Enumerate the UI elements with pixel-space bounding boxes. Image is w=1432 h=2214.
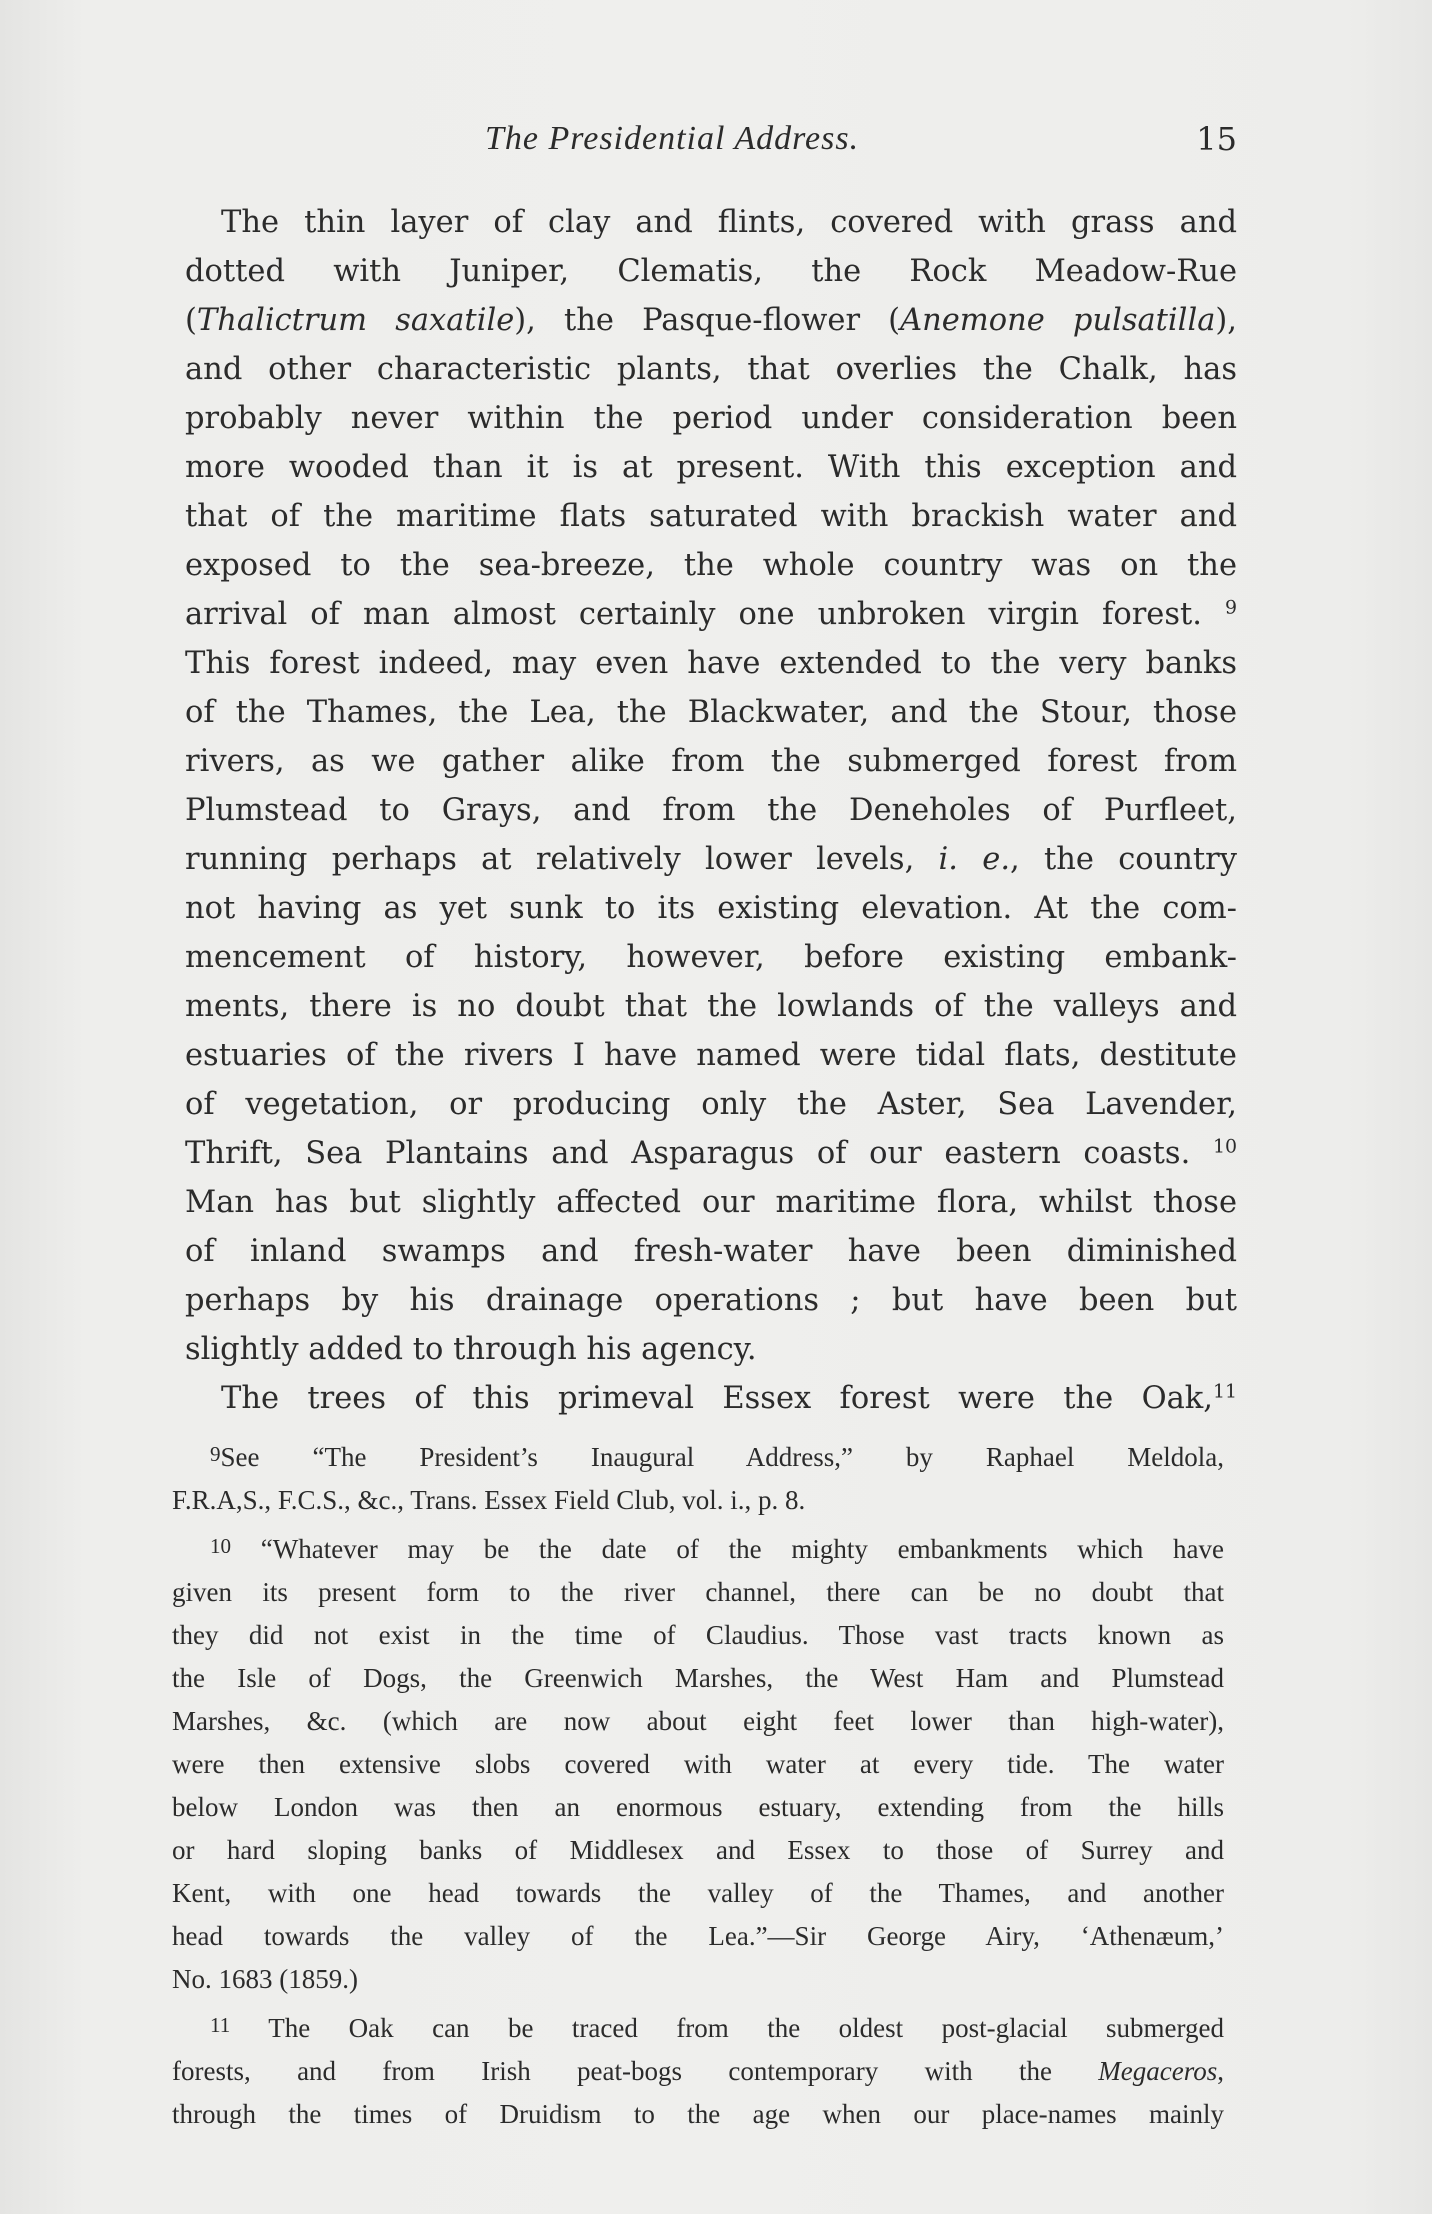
- text-line: Plumstead to Grays, and from the Deneholes of Purfleet,: [185, 793, 1237, 828]
- species-name: Megaceros: [1098, 2056, 1218, 2086]
- text-line: The thin layer of clay and flints, covered with grass and: [221, 205, 1237, 240]
- footnote-9: [172, 1436, 1224, 1479]
- text-line: arrival of man almost certainly one unbroken virgin forest. $^9$: [185, 596, 1237, 632]
- footnote-number: 11: [210, 2012, 231, 2037]
- footnote-text: through the times of Druidism to the age when our place-names mainly: [172, 2099, 1224, 2129]
- text-line: and other characteristic plants, that overlies the Chalk, has: [185, 352, 1237, 387]
- footnote-text: below London was then an enormous estuary, extending from the hills: [172, 1792, 1224, 1822]
- text-line: ments, there is no doubt that the lowlands of the valleys and: [185, 989, 1237, 1024]
- text-line: This forest indeed, may even have extended to the very banks: [185, 646, 1237, 681]
- footnote-text: the Isle of Dogs, the Greenwich Marshes, the West Ham and Plumstead: [172, 1663, 1224, 1693]
- text-line: rivers, as we gather alike from the submerged forest from: [185, 744, 1237, 779]
- page-header: [185, 120, 1237, 170]
- page-number: 15: [1196, 120, 1237, 158]
- footnote-text: “Whatever may be the date of the mighty embankments which have: [260, 1534, 1225, 1564]
- text-line: probably never within the period under consideration been: [185, 401, 1237, 436]
- species-name: Thalictrum saxatile: [196, 303, 515, 338]
- footnote-text: See “The President’s Inaugural Address,” by Raphael Meldola,: [220, 1442, 1224, 1472]
- text-line: Thrift, Sea Plantains and Asparagus of our eastern coasts. $^{10}$: [185, 1135, 1237, 1171]
- footnote-text: Marshes, &c. (which are now about eight feet lower than high-water),: [172, 1706, 1224, 1736]
- footnote-number: 10: [210, 1533, 232, 1558]
- footnote-text: given its present form to the river channel, there can be no doubt that: [172, 1577, 1224, 1607]
- text-line: (Thalictrum saxatile), the Pasque-flower (Anemone pulsatilla),: [185, 303, 1237, 338]
- footnote-text: were then extensive slobs covered with water at every tide. The water: [172, 1749, 1224, 1779]
- text-line: that of the maritime flats saturated with brackish water and: [185, 499, 1237, 534]
- text-line: of inland swamps and fresh-water have been diminished: [185, 1234, 1237, 1269]
- footnote-text: or hard sloping banks of Middlesex and Essex to those of Surrey and: [172, 1835, 1224, 1865]
- footnote-10: [172, 1528, 1224, 1571]
- footnote-text: The Oak can be traced from the oldest post-glacial submerged: [268, 2013, 1224, 2043]
- text-line: not having as yet sunk to its existing elevation. At the com-: [185, 891, 1237, 926]
- text-line: estuaries of the rivers I have named were tidal flats, destitute: [185, 1038, 1237, 1073]
- footnote-text: head towards the valley of the Lea.”—Sir George Airy, ‘Athenæum,’: [172, 1921, 1224, 1951]
- footnote-ref-9: 9: [1224, 596, 1237, 619]
- text-line: dotted with Juniper, Clematis, the Rock Meadow-Rue: [185, 254, 1237, 289]
- text-line: running perhaps at relatively lower levels, i. e., the country: [185, 842, 1237, 877]
- species-name: Anemone pulsatilla: [900, 303, 1216, 338]
- text-line: more wooded than it is at present. With this exception and: [185, 450, 1237, 485]
- footnote-ref-10: 10: [1212, 1135, 1237, 1158]
- text-line: Man has but slightly affected our maritime flora, whilst those: [185, 1185, 1237, 1220]
- abbreviation: i. e.: [938, 842, 1011, 877]
- text-line: slightly added to through his agency.: [185, 1332, 757, 1367]
- footnote-text: Kent, with one head towards the valley of the Thames, and another: [172, 1878, 1224, 1908]
- text-line: exposed to the sea-breeze, the whole country was on the: [185, 548, 1237, 583]
- text-line: of the Thames, the Lea, the Blackwater, and the Stour, those: [185, 695, 1237, 730]
- text-line: mencement of history, however, before existing embank-: [185, 940, 1237, 975]
- footnote-11: [172, 2007, 1224, 2050]
- main-text: [185, 198, 1237, 1423]
- text-line: perhaps by his drainage operations ; but have been but: [185, 1283, 1237, 1318]
- footnote-text: F.R.A,S., F.C.S., &c., Trans. Essex Field Club, vol. i., p. 8.: [172, 1485, 806, 1515]
- running-title: The Presidential Address.: [485, 120, 860, 157]
- footnote-text: forests, and from Irish peat-bogs contemporary with the Megaceros,: [172, 2056, 1224, 2086]
- footnote-text: they did not exist in the time of Claudius. Those vast tracts known as: [172, 1620, 1224, 1650]
- footnotes: [172, 1436, 1224, 2136]
- footnote-ref-11: 11: [1212, 1380, 1237, 1403]
- text-line: of vegetation, or producing only the Aster, Sea Lavender,: [185, 1087, 1237, 1122]
- footnote-number: 9: [210, 1441, 221, 1466]
- footnote-text: No. 1683 (1859.): [172, 1964, 358, 1994]
- text-line: The trees of this primeval Essex forest were the Oak,$^{11}$: [221, 1380, 1237, 1416]
